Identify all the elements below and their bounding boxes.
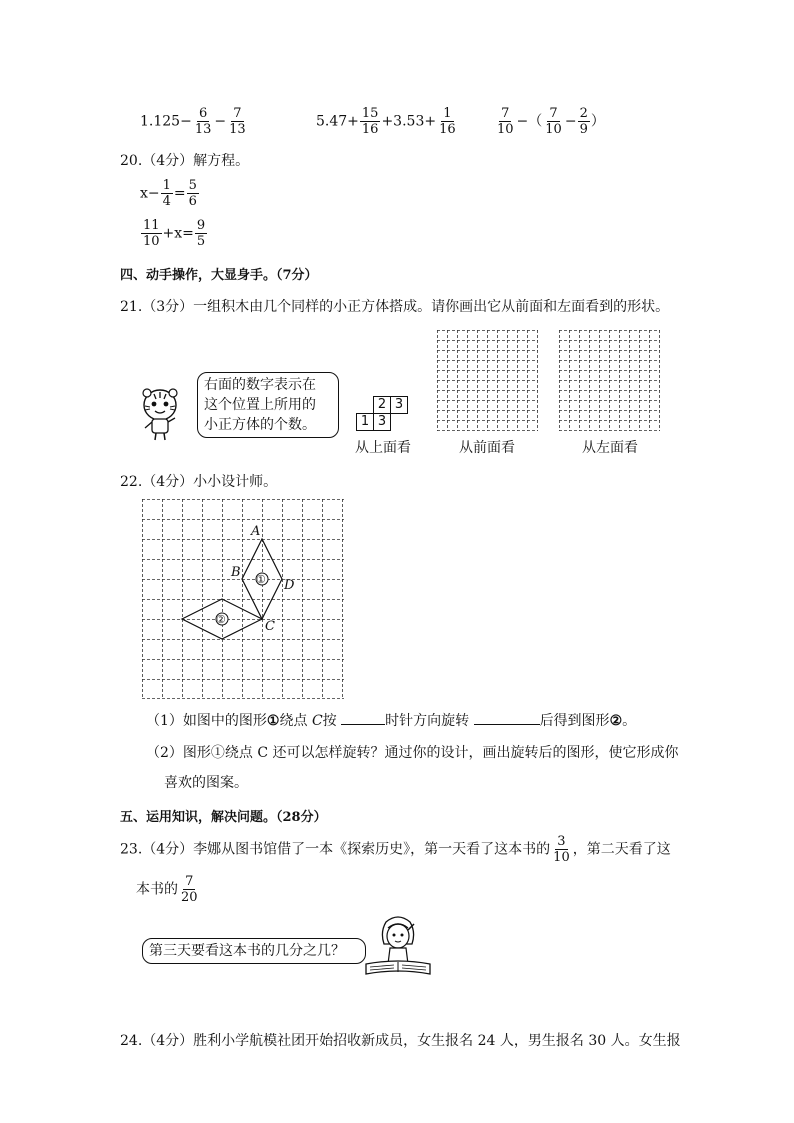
q22-part-2-line-1: （2）图形①绕点 C 还可以怎样旋转？通过你的设计，画出旋转后的图形，使它形成你 (146, 745, 679, 761)
shape-2-label: ② (216, 613, 226, 626)
girl-reading-icon (358, 914, 438, 980)
q22-title: 22.（4分）小小设计师。 (120, 474, 278, 490)
design-grid[interactable] (142, 499, 344, 699)
shape-1-label: ① (256, 573, 266, 586)
q24-text: 24.（4分）胜利小学航模社团开始招收新成员，女生报名 24 人，男生报名 30 人。女生报 (120, 1033, 681, 1049)
q23-line-1: 23.（4分）李娜从图书馆借了一本《探索历史》，第一天看了这本书的 $\frac{3}{10}$ ，第二天看了这 (120, 834, 671, 865)
q22-part-2-line-2: 喜欢的图案。 (164, 775, 248, 791)
expr-2: 5.47+ $\frac{15}{16}$ +3.53+ $\frac{1}{16}$ (316, 106, 456, 137)
equation-2: $\frac{11}{10}$ +x= $\frac{9}{5}$ (143, 218, 206, 249)
point-c-label: C (265, 619, 275, 634)
label-front-view: 从前面看 (459, 440, 515, 456)
q20-title: 20.（4分）解方程。 (120, 153, 250, 169)
q23-line-2: 本书的 $\frac{7}{20}$ (136, 874, 198, 905)
equation-1: x− $\frac{1}{4}$ = $\frac{5}{6}$ (140, 178, 197, 209)
angle-blank[interactable] (474, 724, 540, 725)
point-b-label: B (231, 565, 241, 580)
label-top-view: 从上面看 (355, 440, 411, 456)
hint-speech-bubble: 右面的数字表示在 这个位置上所用的 小正方体的个数。 (197, 372, 339, 438)
cube-cell: 2 (373, 396, 391, 414)
front-view-grid[interactable] (437, 330, 538, 431)
q21-title: 21.（3分）一组积木由几个同样的小正方体搭成。请你画出它从前面和左面看到的形状。 (120, 299, 670, 315)
point-d-label: D (284, 578, 295, 593)
question-speech-bubble: 第三天要看这本书的几分之几？ (142, 938, 366, 964)
section-5-heading: 五、运用知识，解决问题。（28分） (120, 810, 327, 825)
expr-3: $\frac{7}{10}$ −（ $\frac{7}{10}$ − $\frac{2}{9}$ ） (497, 106, 605, 137)
left-view-grid[interactable] (559, 330, 660, 431)
label-left-view: 从左面看 (582, 440, 638, 456)
expr-1: 1.125− $\frac{6}{13}$ − $\frac{7}{13}$ (140, 106, 246, 137)
cube-cell: 1 (356, 413, 374, 431)
q22-part-1: （1）如图中的图形①绕点 C按 时针方向旋转 后得到图形②。 (146, 713, 637, 729)
cube-cell: 3 (373, 413, 391, 431)
direction-blank[interactable] (341, 724, 385, 725)
cube-cell: 3 (390, 396, 408, 414)
tiger-mascot-icon (137, 386, 183, 442)
section-4-heading: 四、动手操作，大显身手。（7分） (120, 268, 318, 283)
point-a-label: A (251, 524, 261, 539)
